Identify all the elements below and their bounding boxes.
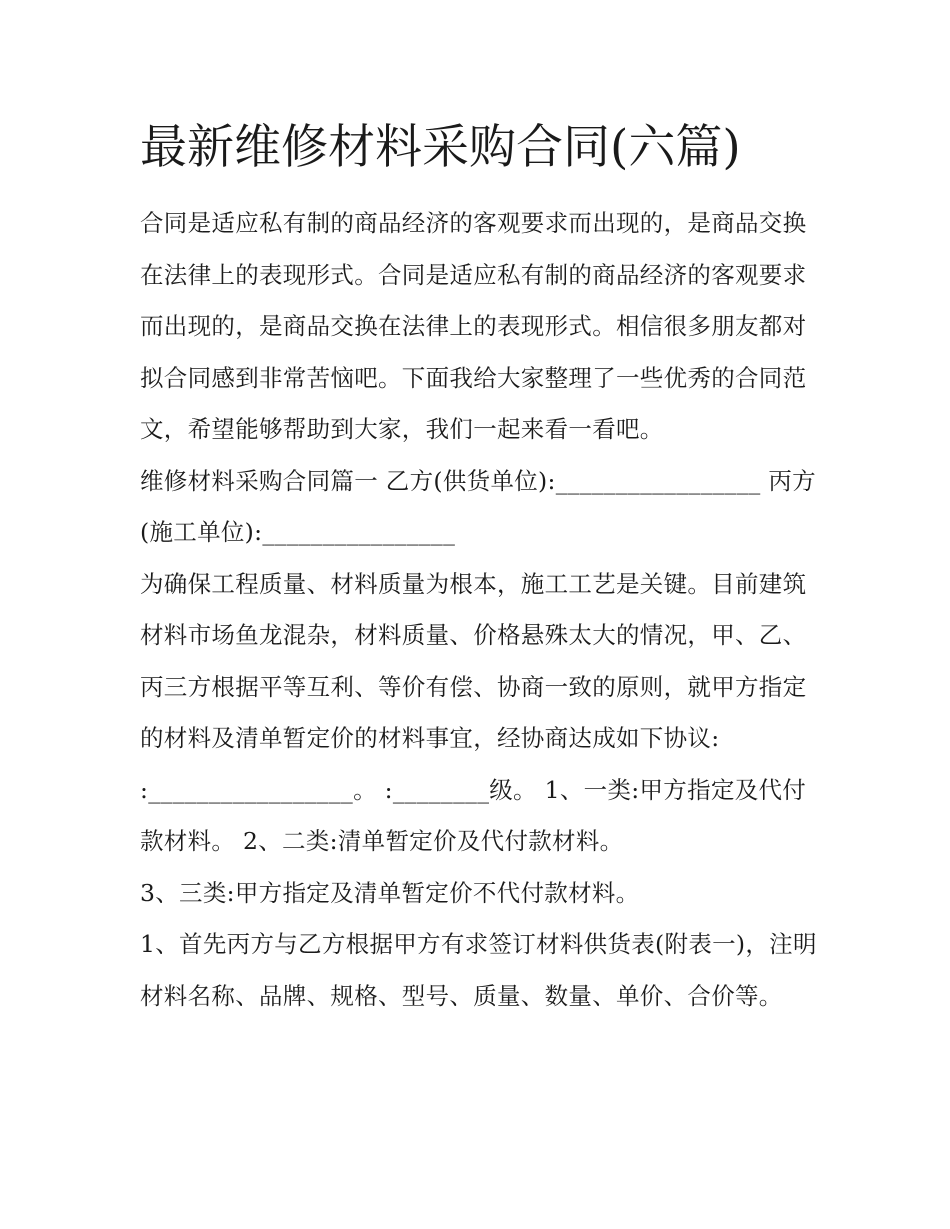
document-page	[140, 112, 820, 1022]
category-three-paragraph: 3、三类:甲方指定及清单暂定价不代付款材料。	[140, 878, 640, 907]
parties-paragraph: 维修材料采购合同篇一 乙方(供货单位):_________________ 丙方(施工单位):________________	[140, 466, 816, 546]
intro-paragraph: 合同是适应私有制的商品经济的客观要求而出现的，是商品交换在法律上的表现形式。合同是适应私有制的商品经济的客观要求而出现的，是商品交换在法律上的表现形式。相信很多朋友都对拟合同感到非常苦恼吧。下面我给大家整理了一些优秀的合同范文，希望能够帮助到大家，我们一起来看一看吧。	[140, 209, 807, 443]
clause-one-paragraph: 1、首先丙方与乙方根据甲方有求签订材料供货表(附表一)，注明材料名称、品牌、规格、型号、质量、数量、单价、合价等。	[140, 930, 817, 1010]
category-paragraph: :_________________。 :________级。 1、一类:甲方指定及代付款材料。 2、二类:清单暂定价及代付款材料。	[140, 775, 807, 855]
purpose-paragraph: 为确保工程质量、材料质量为根本，施工工艺是关键。目前建筑材料市场鱼龙混杂，材料质量、价格悬殊太大的情况，甲、乙、丙三方根据平等互利、等价有偿、协商一致的原则，就甲方指定的材料及清单暂定价的材料事宜，经协商达成如下协议:	[140, 569, 807, 752]
document-title: 最新维修材料采购合同(六篇)	[140, 120, 741, 175]
